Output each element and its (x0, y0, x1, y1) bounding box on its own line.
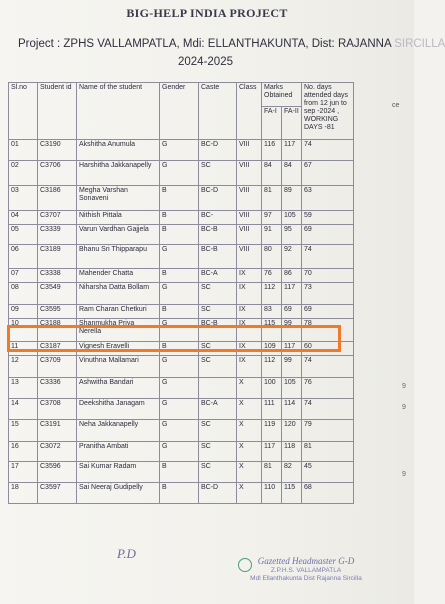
name-cell: Bhanu Sri Thipparapu (77, 245, 160, 269)
fa1-cell: 84 (262, 161, 282, 186)
student-id-cell: C3338 (38, 269, 77, 283)
sl-no-cell: 06 (9, 245, 38, 269)
caste-cell: SC (199, 462, 237, 483)
class-cell: VIII (237, 161, 262, 186)
days-cell: 69 (302, 305, 354, 319)
caste-cell: BC-B (199, 319, 237, 342)
name-cell: Nithish Pittala (77, 211, 160, 225)
caste-cell: SC (199, 161, 237, 186)
student-id-cell: C3595 (38, 305, 77, 319)
name-cell: Sai Neeraj Gudipelly (77, 483, 160, 504)
gender-cell: B (160, 305, 199, 319)
sl-no-cell: 13 (9, 378, 38, 399)
days-cell: 45 (302, 462, 354, 483)
gender-cell: G (160, 283, 199, 305)
class-cell: IX (237, 319, 262, 342)
document-title: BIG-HELP INDIA PROJECT (126, 6, 288, 20)
student-id-cell: C3186 (38, 186, 77, 211)
table-row (9, 305, 354, 319)
days-cell: 74 (302, 356, 354, 378)
name-cell: Ram Charan Chetkuri (77, 305, 160, 319)
table-row (9, 283, 354, 305)
header-sno: Sl.no (9, 83, 38, 140)
student-id-cell: C3709 (38, 356, 77, 378)
student-id-cell: C3190 (38, 140, 77, 161)
class-cell: IX (237, 305, 262, 319)
fa2-cell: 84 (282, 161, 302, 186)
days-cell: 79 (302, 420, 354, 442)
project-line-faded: SIRCILLA (394, 38, 445, 50)
gender-cell: B (160, 225, 199, 245)
caste-cell: BC- (199, 211, 237, 225)
fa1-cell: 110 (262, 483, 282, 504)
signature: P.D (117, 546, 136, 561)
header-marks: Marks Obtained (262, 83, 302, 107)
name-cell: Vignesh Eravelli (77, 342, 160, 356)
days-cell: 76 (302, 378, 354, 399)
student-table (8, 82, 354, 504)
fa1-cell: 111 (262, 399, 282, 420)
sl-no-cell: 14 (9, 399, 38, 420)
sl-no-cell: 10 (9, 319, 38, 342)
stamp-logo-icon (238, 558, 252, 572)
table-row (9, 186, 354, 211)
table-body (9, 140, 354, 504)
sl-no-cell: 05 (9, 225, 38, 245)
days-cell: 63 (302, 186, 354, 211)
fa2-cell: 82 (282, 462, 302, 483)
table-row (9, 399, 354, 420)
days-cell: 68 (302, 483, 354, 504)
days-cell: 59 (302, 211, 354, 225)
days-cell: 81 (302, 442, 354, 462)
academic-year: 2024-2025 (178, 56, 233, 68)
sl-no-cell: 12 (9, 356, 38, 378)
student-id-cell: C3339 (38, 225, 77, 245)
fa1-cell: 81 (262, 186, 282, 211)
sl-no-cell: 15 (9, 420, 38, 442)
name-cell: Sai Kumar Radam (77, 462, 160, 483)
class-cell: VIII (237, 186, 262, 211)
name-cell: Harshitha Jakkanapelly (77, 161, 160, 186)
stamp-line-1: Gazetted Headmaster G-D (257, 556, 355, 566)
sl-no-cell: 01 (9, 140, 38, 161)
student-id-cell: C3187 (38, 342, 77, 356)
name-cell: Deekshitha Janagam (77, 399, 160, 420)
name-cell: Varun Vardhan Gajjela (77, 225, 160, 245)
fa2-cell: 99 (282, 356, 302, 378)
sl-no-cell: 02 (9, 161, 38, 186)
table-row (9, 245, 354, 269)
name-cell: Niharsha Datta Bollam (77, 283, 160, 305)
class-cell: X (237, 378, 262, 399)
class-cell: X (237, 462, 262, 483)
fa2-cell: 117 (282, 140, 302, 161)
student-id-cell: C3549 (38, 283, 77, 305)
fa1-cell: 83 (262, 305, 282, 319)
caste-cell: BC-A (199, 269, 237, 283)
table-row (9, 211, 354, 225)
fa2-cell: 105 (282, 211, 302, 225)
name-cell: Mahender Chatta (77, 269, 160, 283)
fa2-cell: 92 (282, 245, 302, 269)
cropped-column-fragment: ce (392, 102, 400, 109)
fa2-cell: 89 (282, 186, 302, 211)
class-cell: IX (237, 342, 262, 356)
table-row (9, 378, 354, 399)
fa1-cell: 109 (262, 342, 282, 356)
student-id-cell: C3708 (38, 399, 77, 420)
stamp-line-2: Z.P.H.S. VALLAMPATLA (270, 566, 342, 574)
sl-no-cell: 08 (9, 283, 38, 305)
gender-cell: B (160, 342, 199, 356)
days-cell: 78 (302, 319, 354, 342)
fa2-cell: 114 (282, 399, 302, 420)
caste-cell: BC-D (199, 186, 237, 211)
stamp-line-3: Mdl Ellanthakunta Dist Rajanna Sircilla (250, 574, 362, 582)
gender-cell: G (160, 442, 199, 462)
caste-cell (199, 378, 237, 399)
fa2-cell: 69 (282, 305, 302, 319)
project-line (18, 38, 445, 50)
table-header-row (9, 83, 354, 107)
class-cell: IX (237, 356, 262, 378)
days-cell: 60 (302, 342, 354, 356)
student-id-cell: C3597 (38, 483, 77, 504)
fa2-cell: 105 (282, 378, 302, 399)
class-cell: X (237, 399, 262, 420)
header-caste: Caste (199, 83, 237, 140)
header-fa2: FA-II (282, 107, 302, 140)
edge-mark: 9 (402, 383, 406, 390)
sl-no-cell: 03 (9, 186, 38, 211)
days-cell: 73 (302, 283, 354, 305)
fa2-cell: 115 (282, 483, 302, 504)
fa1-cell: 117 (262, 442, 282, 462)
class-cell: VIII (237, 225, 262, 245)
highlight-box (7, 325, 341, 352)
table-row (9, 161, 354, 186)
gender-cell: B (160, 483, 199, 504)
days-cell: 70 (302, 269, 354, 283)
name-cell: Pranitha Ambati (77, 442, 160, 462)
fa1-cell: 112 (262, 283, 282, 305)
fa2-cell: 86 (282, 269, 302, 283)
sl-no-cell: 16 (9, 442, 38, 462)
days-cell: 74 (302, 140, 354, 161)
fa2-cell: 117 (282, 283, 302, 305)
sl-no-cell: 04 (9, 211, 38, 225)
gender-cell: G (160, 356, 199, 378)
edge-mark: 9 (402, 471, 406, 478)
days-cell: 69 (302, 225, 354, 245)
caste-cell: SC (199, 442, 237, 462)
student-id-cell: C3189 (38, 245, 77, 269)
student-id-cell: C3707 (38, 211, 77, 225)
caste-cell: BC-D (199, 140, 237, 161)
gender-cell: B (160, 186, 199, 211)
fa1-cell: 116 (262, 140, 282, 161)
student-id-cell: C3596 (38, 462, 77, 483)
table-row (9, 140, 354, 161)
caste-cell: BC-B (199, 245, 237, 269)
days-cell: 67 (302, 161, 354, 186)
gender-cell: B (160, 211, 199, 225)
project-line-text: Project : ZPHS VALLAMPATLA, Mdi: ELLANTHAKUNTA, Dist: RAJANNA (18, 38, 391, 50)
table-row (9, 269, 354, 283)
fa1-cell: 81 (262, 462, 282, 483)
sl-no-cell: 07 (9, 269, 38, 283)
header-student-id: Student id (38, 83, 77, 140)
name-cell: Shanmukha Priya Nerella (77, 319, 160, 342)
name-cell: Vinuthna Mallamari (77, 356, 160, 378)
header-class: Class (237, 83, 262, 140)
days-cell: 74 (302, 245, 354, 269)
caste-cell: BC-D (199, 483, 237, 504)
student-id-cell: C3191 (38, 420, 77, 442)
gender-cell: B (160, 462, 199, 483)
fa2-cell: 95 (282, 225, 302, 245)
name-cell: Megha Varshan Sonaveni (77, 186, 160, 211)
student-id-cell: C3706 (38, 161, 77, 186)
caste-cell: SC (199, 356, 237, 378)
sl-no-cell: 17 (9, 462, 38, 483)
class-cell: IX (237, 283, 262, 305)
fa1-cell: 91 (262, 225, 282, 245)
fa1-cell: 119 (262, 420, 282, 442)
fa1-cell: 76 (262, 269, 282, 283)
class-cell: VIII (237, 211, 262, 225)
fa1-cell: 80 (262, 245, 282, 269)
days-cell: 74 (302, 399, 354, 420)
class-cell: VIII (237, 140, 262, 161)
gender-cell: G (160, 399, 199, 420)
table-row (9, 356, 354, 378)
name-cell: Akshitha Anumula (77, 140, 160, 161)
class-cell: X (237, 420, 262, 442)
table-row (9, 225, 354, 245)
sl-no-cell: 18 (9, 483, 38, 504)
caste-cell: SC (199, 283, 237, 305)
caste-cell: SC (199, 305, 237, 319)
header-name: Name of the student (77, 83, 160, 140)
fa2-cell: 99 (282, 319, 302, 342)
table-row (9, 462, 354, 483)
gender-cell: G (160, 420, 199, 442)
header-fa1: FA-I (262, 107, 282, 140)
name-cell: Ashwitha Bandari (77, 378, 160, 399)
gender-cell: G (160, 319, 199, 342)
fa1-cell: 97 (262, 211, 282, 225)
class-cell: IX (237, 269, 262, 283)
sl-no-cell: 11 (9, 342, 38, 356)
fa2-cell: 117 (282, 342, 302, 356)
headmaster-stamp (236, 556, 376, 582)
sl-no-cell: 09 (9, 305, 38, 319)
student-id-cell: C3188 (38, 319, 77, 342)
fa1-cell: 100 (262, 378, 282, 399)
edge-mark: 9 (402, 404, 406, 411)
gender-cell: G (160, 140, 199, 161)
table-row (9, 442, 354, 462)
fa2-cell: 118 (282, 442, 302, 462)
table-row (9, 483, 354, 504)
name-cell: Neha Jakkanapelly (77, 420, 160, 442)
caste-cell: SC (199, 420, 237, 442)
header-gender: Gender (160, 83, 199, 140)
class-cell: VIII (237, 245, 262, 269)
header-days: No. days attended days from 12 jun to sep -2024 , WORKING DAYS -81 (302, 83, 354, 140)
class-cell: X (237, 442, 262, 462)
gender-cell: B (160, 269, 199, 283)
gender-cell: G (160, 161, 199, 186)
student-id-cell: C3336 (38, 378, 77, 399)
student-id-cell: C3072 (38, 442, 77, 462)
caste-cell: BC-A (199, 399, 237, 420)
fa1-cell: 115 (262, 319, 282, 342)
gender-cell: G (160, 378, 199, 399)
caste-cell: BC-B (199, 225, 237, 245)
caste-cell: SC (199, 342, 237, 356)
class-cell: X (237, 483, 262, 504)
table-row (9, 420, 354, 442)
gender-cell: G (160, 245, 199, 269)
fa1-cell: 112 (262, 356, 282, 378)
fa2-cell: 120 (282, 420, 302, 442)
